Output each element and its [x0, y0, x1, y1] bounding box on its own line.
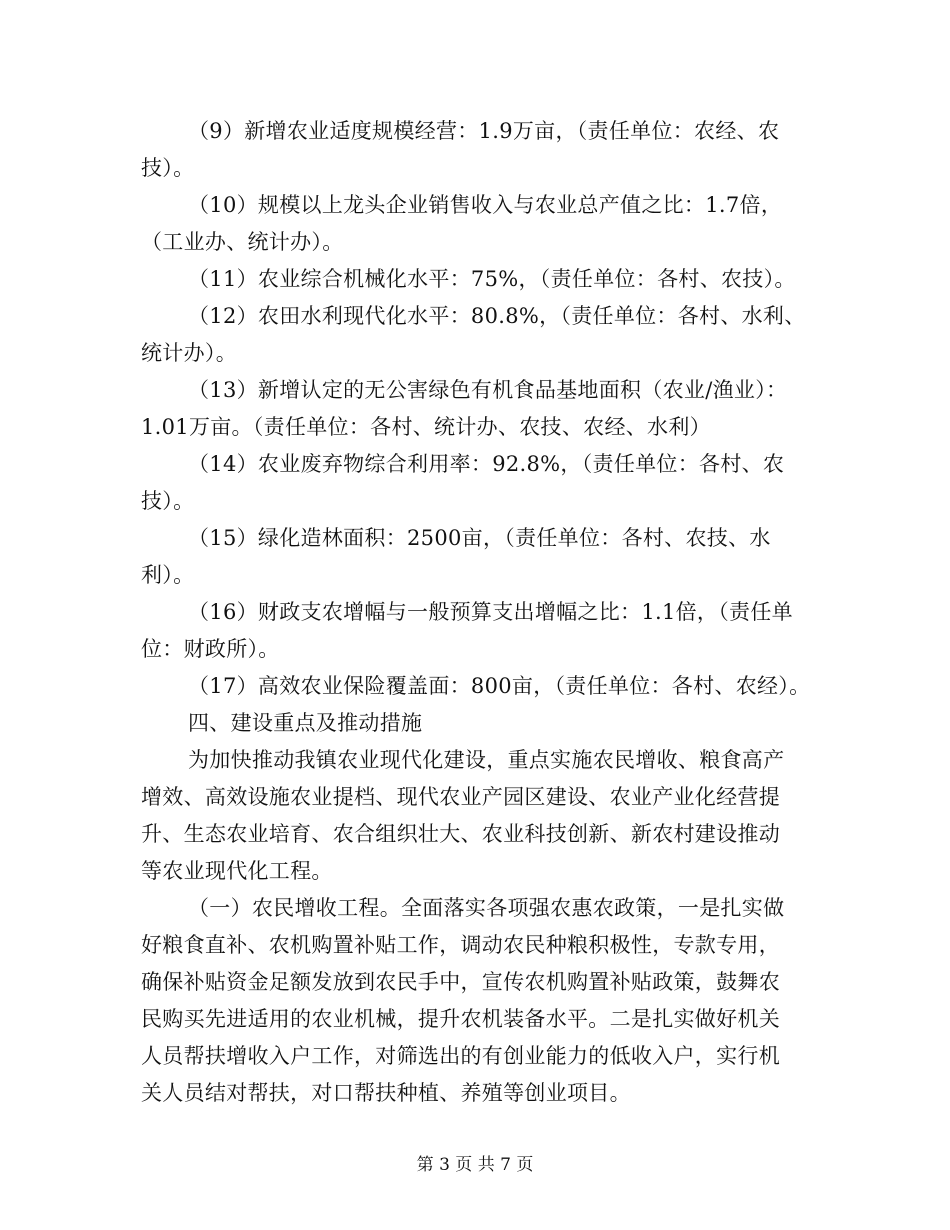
paragraph-line: （一）农民增收工程。全面落实各项强农惠农政策，一是扎实做: [188, 896, 785, 920]
paragraph-line: 民购买先进适用的农业机械，提升农机装备水平。二是扎实做好机关: [141, 1007, 780, 1031]
paragraph-line: （15）绿化造林面积：2500亩，（责任单位：各村、农技、水: [188, 526, 771, 550]
paragraph-line: 位：财政所）。: [141, 637, 280, 661]
paragraph-line: 确保补贴资金足额发放到农民手中，宣传农机购置补贴政策，鼓舞农: [141, 970, 780, 994]
paragraph-line: （10）规模以上龙头企业销售收入与农业总产值之比：1.7倍，: [188, 193, 783, 217]
paragraph-line: （16）财政支农增幅与一般预算支出增幅之比：1.1倍，（责任单: [188, 600, 793, 624]
paragraph-line: 利）。: [141, 563, 195, 587]
paragraph-line: 人员帮扶增收入户工作，对筛选出的有创业能力的低收入户，实行机: [141, 1044, 780, 1068]
paragraph-line: 增效、高效设施农业提档、现代农业产园区建设、农业产业化经营提: [141, 785, 780, 809]
paragraph-line: 技）。: [141, 156, 195, 180]
paragraph-line: （17）高效农业保险覆盖面：800亩，（责任单位：各村、农经）。: [188, 674, 811, 698]
page-number-footer: 第 3 页 共 7 页: [416, 1155, 534, 1175]
paragraph-line: 1.01万亩。（责任单位：各村、统计办、农技、农经、水利）: [141, 415, 711, 439]
paragraph-line: （13）新增认定的无公害绿色有机食品基地面积（农业/渔业）：: [188, 378, 788, 402]
paragraph-line: （工业办、统计办）。: [141, 230, 344, 254]
paragraph-line: （12）农田水利现代化水平：80.8%，（责任单位：各村、水利、: [188, 304, 806, 328]
paragraph-line: （9）新增农业适度规模经营：1.9万亩，（责任单位：农经、农: [188, 119, 780, 143]
section-heading: 四、建设重点及推动措施: [188, 711, 423, 735]
paragraph-line: 关人员结对帮扶，对口帮扶种植、养殖等创业项目。: [141, 1081, 631, 1105]
paragraph-line: （11）农业综合机械化水平：75%，（责任单位：各村、农技）。: [188, 267, 796, 291]
paragraph-line: 为加快推动我镇农业现代化建设，重点实施农民增收、粮食高产: [188, 748, 785, 772]
paragraph-line: 好粮食直补、农机购置补贴工作，调动农民种粮积极性，专款专用，: [141, 933, 780, 957]
paragraph-line: 统计办）。: [141, 341, 237, 365]
paragraph-line: （14）农业废弃物综合利用率：92.8%，（责任单位：各村、农: [188, 452, 785, 476]
paragraph-line: 等农业现代化工程。: [141, 859, 333, 883]
document-body: [141, 113, 831, 1112]
paragraph-line: 升、生态农业培育、农合组织壮大、农业科技创新、新农村建设推动: [141, 822, 780, 846]
paragraph-line: 技）。: [141, 489, 195, 513]
